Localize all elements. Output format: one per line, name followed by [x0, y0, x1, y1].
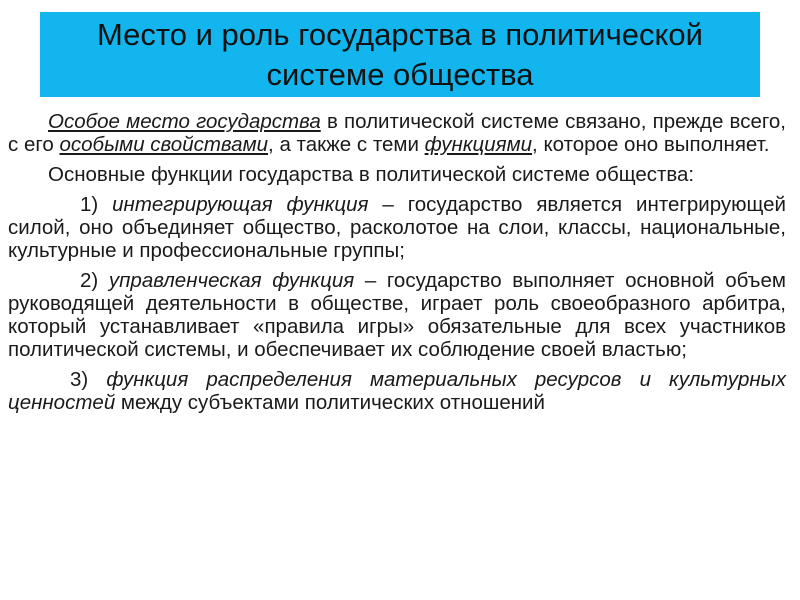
slide-title-bar [40, 12, 760, 97]
function-number: 2) [80, 269, 109, 292]
function-item-1 [8, 193, 786, 262]
intro-text-1: в политической системе связано, прежде всего, с его [8, 110, 786, 156]
function-name: функция распределения материальных ресурсов и культурных ценностей [8, 368, 786, 414]
function-name: интегрирующая функция [112, 193, 369, 216]
intro-paragraph [8, 110, 786, 156]
function-item-2 [8, 269, 786, 361]
term-special-properties: особыми свойствами [59, 133, 269, 156]
intro-text-2: , а также с теми [268, 133, 425, 156]
function-description: – государство является интегрирующей силой, оно объединяет общество, расколотое на слои, классы, национальные, культурные и профессиональные группы; [8, 193, 786, 262]
term-special-place: Особое место государства [48, 110, 321, 133]
slide-title: Место и роль государства в политической системе общества [97, 16, 703, 92]
intro-text-3: , которое оно выполняет. [532, 133, 770, 156]
function-number: 3) [70, 368, 107, 391]
functions-heading-paragraph: Основные функции государства в политической системе общества: [48, 163, 695, 186]
function-description: между субъектами политических отношений [115, 391, 545, 414]
function-number: 1) [80, 193, 113, 216]
term-functions: функциями [424, 133, 533, 156]
function-item-3 [8, 368, 786, 414]
function-description: – государство выполняет основной объем руководящей деятельности в обществе, играет роль своеобразного арбитра, который устанавливает «правила игры» обязательные для всех участников политической системы, и обеспечивает их соблюдение своей властью; [8, 269, 786, 361]
slide-body [8, 110, 786, 421]
function-name: управленческая функция [108, 269, 355, 292]
